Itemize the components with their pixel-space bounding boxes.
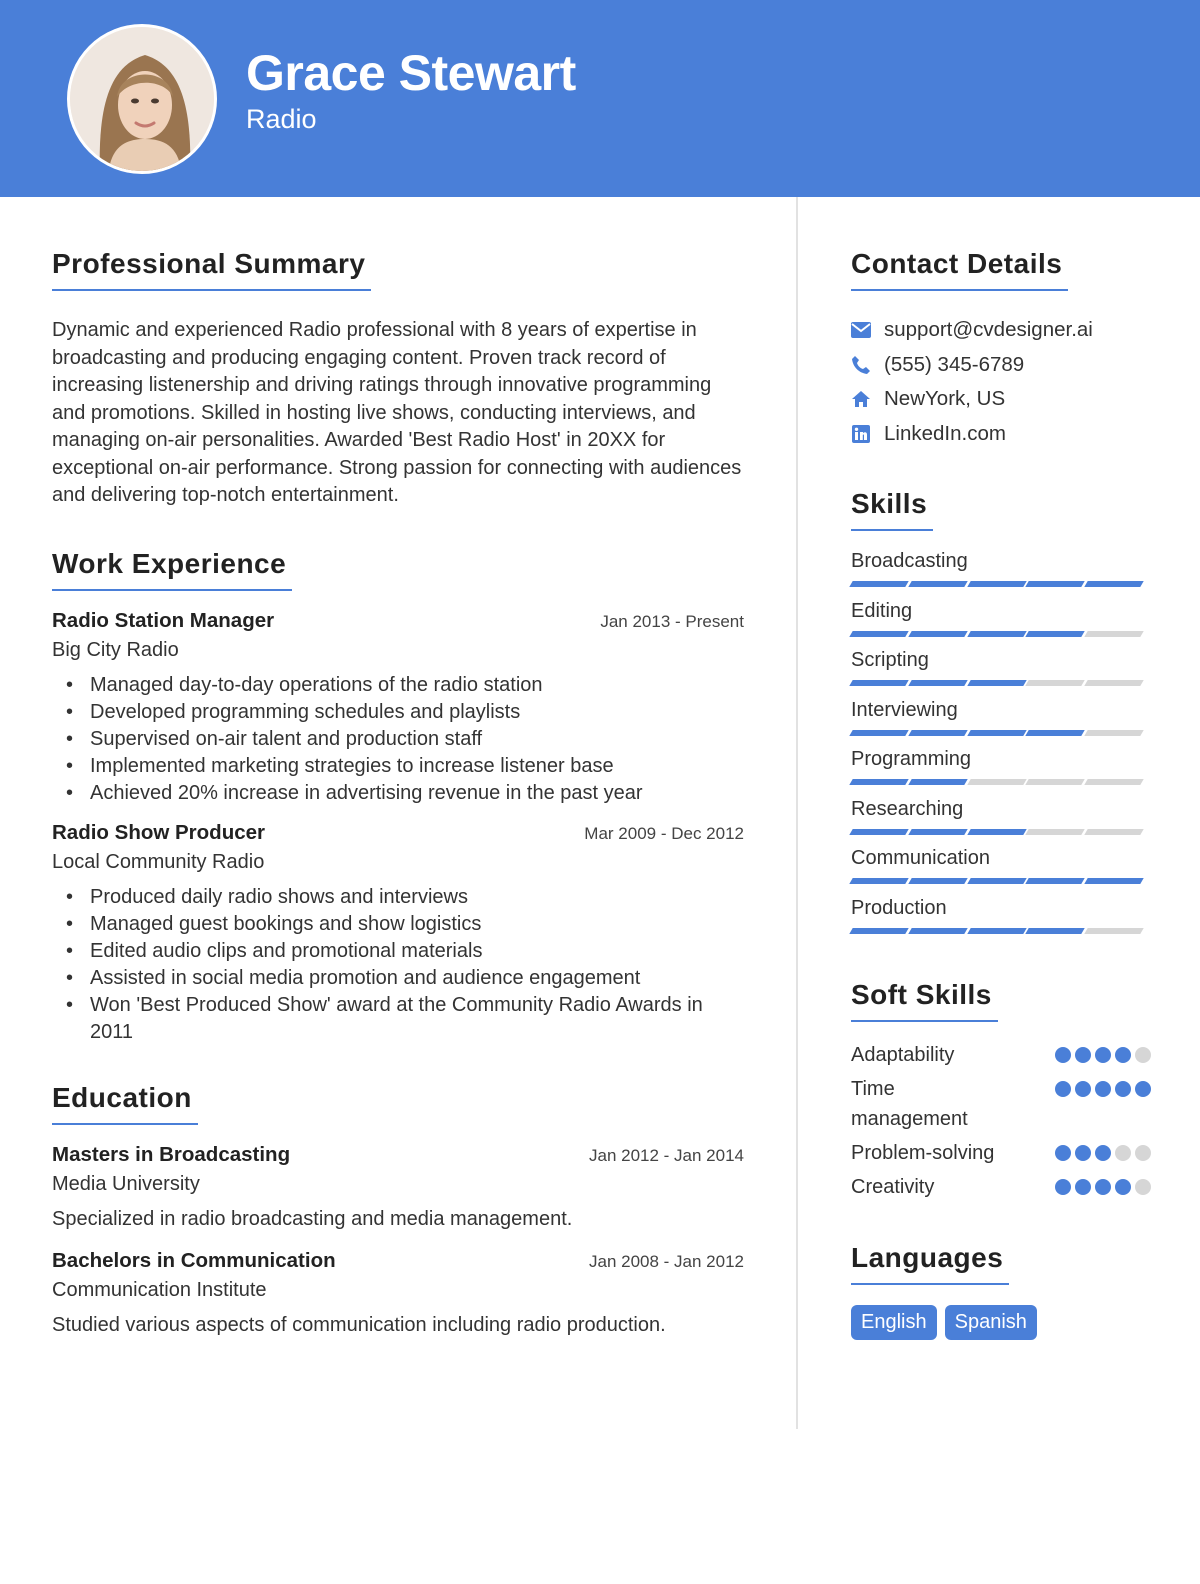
skill-level-bar [851, 581, 1142, 587]
skill-level-segment [908, 829, 967, 835]
contact-linkedin[interactable] [851, 417, 1151, 452]
education-entry [52, 1143, 744, 1231]
degree-name: Bachelors in Communication [52, 1248, 336, 1272]
candidate-title: Radio [246, 104, 317, 134]
soft-skills-section [851, 979, 1151, 1202]
skill-level-segment [1084, 631, 1143, 637]
contact-email-text: support@cvdesigner.ai [884, 318, 1093, 342]
rating-dot [1135, 1047, 1151, 1063]
languages-heading: Languages [851, 1242, 1009, 1285]
language-tags [851, 1305, 1151, 1340]
skill-row [851, 695, 1151, 745]
skill-level-segment [1084, 878, 1143, 884]
skill-level-bar [851, 878, 1142, 884]
rating-dot [1115, 1081, 1131, 1097]
contact-section [851, 248, 1151, 451]
job-role: Radio Show Producer [52, 820, 265, 844]
skill-name: Researching [851, 797, 964, 820]
skill-level-segment [1084, 581, 1143, 587]
skill-level-segment [967, 779, 1026, 785]
education-section [52, 1082, 744, 1337]
list-item: • Managed guest bookings and show logistics [52, 911, 744, 938]
rating-dot [1135, 1179, 1151, 1195]
education-description: Specialized in radio broadcasting and media management. [52, 1207, 573, 1230]
avatar [67, 24, 217, 174]
skill-level-segment [967, 680, 1026, 686]
soft-skill-rating [1055, 1074, 1151, 1097]
skill-level-segment [908, 581, 967, 587]
skill-level-segment [849, 878, 908, 884]
skill-name: Communication [851, 847, 990, 869]
skill-level-segment [1026, 928, 1085, 934]
skill-level-segment [967, 581, 1026, 587]
language-tag: Spanish [945, 1305, 1037, 1340]
skill-name: Editing [851, 599, 913, 622]
soft-skills-list [851, 1040, 1151, 1202]
list-item: • Produced daily radio shows and interviews [52, 884, 744, 911]
contact-phone-text: (555) 345-6789 [884, 352, 1025, 376]
soft-skill-rating [1055, 1040, 1151, 1063]
institution-name: Media University [52, 1172, 200, 1195]
job-bullets [52, 672, 744, 807]
rating-dot [1135, 1145, 1151, 1161]
soft-skill-row [851, 1172, 1151, 1202]
contact-linkedin-text: LinkedIn.com [884, 421, 1006, 445]
skill-level-segment [1084, 730, 1143, 736]
header-banner [0, 0, 1200, 197]
skill-level-segment [908, 730, 967, 736]
contact-phone[interactable] [851, 348, 1151, 383]
rating-dot [1075, 1145, 1091, 1161]
skill-level-segment [849, 581, 908, 587]
list-item: • Won 'Best Produced Show' award at the Community Radio Awards in 2011 [52, 992, 744, 1046]
skill-level-segment [1026, 878, 1085, 884]
candidate-name: Grace Stewart [246, 45, 576, 101]
language-tag: English [851, 1305, 937, 1340]
skill-level-bar [851, 829, 1142, 835]
rating-dot [1055, 1047, 1071, 1063]
skill-level-bar [851, 779, 1142, 785]
skill-level-segment [1026, 829, 1085, 835]
skill-name: Interviewing [851, 698, 958, 721]
education-date: Jan 2012 - Jan 2014 [588, 1145, 744, 1165]
soft-skill-row [851, 1074, 1151, 1134]
soft-skill-rating [1055, 1138, 1151, 1161]
skill-row [851, 794, 1151, 844]
education-date: Jan 2008 - Jan 2012 [588, 1251, 744, 1271]
soft-skill-rating [1055, 1172, 1151, 1195]
skill-row [851, 843, 1151, 893]
contact-location [851, 382, 1151, 417]
skill-level-segment [1026, 581, 1085, 587]
skill-level-segment [908, 928, 967, 934]
rating-dot [1115, 1145, 1131, 1161]
skill-level-segment [908, 631, 967, 637]
skill-level-bar [851, 631, 1142, 637]
summary-heading: Professional Summary [52, 248, 371, 291]
skill-level-segment [849, 779, 908, 785]
job-date: Mar 2009 - Dec 2012 [584, 823, 744, 843]
skill-row [851, 645, 1151, 695]
rating-dot [1135, 1081, 1151, 1097]
skill-level-segment [1026, 631, 1085, 637]
summary-section [52, 248, 744, 510]
rating-dot [1095, 1145, 1111, 1161]
experience-section [52, 548, 744, 1046]
soft-skill-row [851, 1040, 1151, 1070]
skill-level-segment [1084, 928, 1143, 934]
job-company: Big City Radio [52, 638, 179, 661]
degree-name: Masters in Broadcasting [52, 1142, 291, 1166]
skill-level-segment [908, 779, 967, 785]
rating-dot [1055, 1145, 1071, 1161]
soft-skill-name: Time management [851, 1078, 968, 1130]
soft-skill-name: Creativity [851, 1176, 935, 1198]
skill-level-segment [967, 829, 1026, 835]
skill-level-segment [908, 878, 967, 884]
contact-heading: Contact Details [851, 248, 1068, 291]
skill-name: Broadcasting [851, 550, 968, 572]
profile-photo-illustration [70, 27, 217, 174]
skill-row [851, 596, 1151, 646]
contact-email[interactable] [851, 313, 1151, 348]
rating-dot [1095, 1179, 1111, 1195]
list-item: • Achieved 20% increase in advertising revenue in the past year [52, 780, 744, 807]
home-icon [851, 389, 871, 409]
skill-level-segment [849, 680, 908, 686]
soft-skill-name: Adaptability [851, 1044, 955, 1066]
list-item: • Edited audio clips and promotional materials [52, 938, 744, 965]
job-bullets [52, 884, 744, 1046]
skill-level-segment [1026, 730, 1085, 736]
list-item: • Assisted in social media promotion and audience engagement [52, 965, 744, 992]
phone-icon [851, 355, 871, 375]
skill-level-segment [967, 631, 1026, 637]
skills-heading: Skills [851, 488, 933, 531]
skill-level-segment [1084, 779, 1143, 785]
skill-level-segment [849, 730, 908, 736]
skill-level-segment [908, 680, 967, 686]
main-column [52, 248, 744, 1337]
job-entry [52, 821, 744, 1046]
skill-row [851, 546, 1151, 596]
skill-name: Scripting [851, 649, 929, 671]
skill-name: Production [851, 896, 947, 919]
skill-level-segment [967, 928, 1026, 934]
job-company: Local Community Radio [52, 850, 265, 873]
list-item: • Implemented marketing strategies to increase listener base [52, 753, 744, 780]
rating-dot [1075, 1179, 1091, 1195]
job-entry [52, 609, 744, 807]
job-role: Radio Station Manager [52, 608, 275, 632]
education-description: Studied various aspects of communication including radio production. [52, 1313, 666, 1336]
rating-dot [1055, 1081, 1071, 1097]
rating-dot [1115, 1179, 1131, 1195]
skill-level-segment [1026, 680, 1085, 686]
skills-section [851, 488, 1151, 942]
skill-level-segment [849, 928, 908, 934]
experience-heading: Work Experience [52, 548, 292, 591]
education-entry [52, 1249, 744, 1337]
skill-level-segment [967, 878, 1026, 884]
linkedin-icon [851, 424, 871, 444]
skill-level-bar [851, 928, 1142, 934]
list-item: • Developed programming schedules and playlists [52, 699, 744, 726]
skill-level-segment [849, 829, 908, 835]
job-date: Jan 2013 - Present [600, 611, 744, 631]
list-item: • Supervised on-air talent and production staff [52, 726, 744, 753]
rating-dot [1115, 1047, 1131, 1063]
envelope-icon [851, 320, 871, 340]
skill-level-segment [1084, 680, 1143, 686]
rating-dot [1075, 1081, 1091, 1097]
rating-dot [1075, 1047, 1091, 1063]
column-divider [796, 197, 798, 1429]
summary-text: Dynamic and experienced Radio professional with 8 years of expertise in broadcasting and producing engaging content. Proven track record of increasing listenership and driving ratings through innovative programming and promotions. Skilled in hosting live shows, conducting interviews, and managing on-air personalities. Awarded 'Best Radio Host' in 20XX for exceptional on-air performance. Strong passion for connecting with audiences and delivering top-notch entertainment. [52, 319, 742, 506]
skill-level-segment [1084, 829, 1143, 835]
rating-dot [1055, 1179, 1071, 1195]
skill-level-segment [849, 631, 908, 637]
rating-dot [1095, 1047, 1111, 1063]
rating-dot [1095, 1081, 1111, 1097]
skill-row [851, 893, 1151, 943]
skill-name: Programming [851, 748, 972, 770]
skill-level-bar [851, 730, 1142, 736]
education-heading: Education [52, 1082, 198, 1125]
skill-row [851, 744, 1151, 794]
skill-level-segment [967, 730, 1026, 736]
list-item: • Managed day-to-day operations of the radio station [52, 672, 744, 699]
languages-section [851, 1242, 1151, 1340]
sidebar-column [851, 248, 1151, 1340]
soft-skill-name: Problem-solving [851, 1142, 995, 1164]
skill-level-segment [1026, 779, 1085, 785]
soft-skill-row [851, 1138, 1151, 1168]
contact-location-text: NewYork, US [884, 387, 1006, 411]
skills-list [851, 546, 1151, 942]
skill-level-bar [851, 680, 1142, 686]
soft-skills-heading: Soft Skills [851, 979, 998, 1022]
institution-name: Communication Institute [52, 1278, 267, 1301]
